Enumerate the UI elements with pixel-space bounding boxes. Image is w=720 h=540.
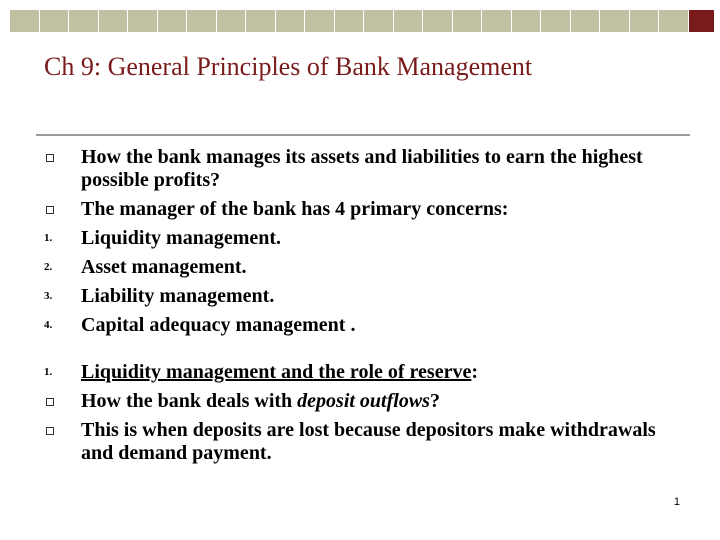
bullet-item: [44, 390, 684, 413]
header-bar-segment: [217, 10, 247, 32]
bullet-item: [44, 146, 684, 192]
bullet-suffix: ?: [429, 390, 440, 412]
header-bar-segment: [482, 10, 512, 32]
square-bullet-icon: [46, 427, 54, 435]
page-number: 1: [673, 496, 680, 508]
header-bar-segment: [99, 10, 129, 32]
item-number: 1.: [44, 232, 53, 244]
header-bar-segment: [305, 10, 335, 32]
header-bar-segment: [512, 10, 542, 32]
header-bar-segment: [128, 10, 158, 32]
header-bar-segment: [10, 10, 40, 32]
header-bar-segment: [40, 10, 70, 32]
header-bar-segment: [394, 10, 424, 32]
header-bar-segment: [276, 10, 306, 32]
bullet-text: How the bank manages its assets and liabilities to earn the highest possible profits?: [81, 146, 643, 191]
numbered-item: [44, 256, 684, 279]
item-number: 4.: [44, 319, 53, 331]
header-bar-segment: [158, 10, 188, 32]
header-bar-segment: [571, 10, 601, 32]
header-bar-segment: [423, 10, 453, 32]
slide-title: Ch 9: General Principles of Bank Management: [44, 52, 533, 81]
numbered-item: [44, 314, 684, 337]
header-bar-accent: [689, 10, 715, 32]
bullet-text: The manager of the bank has 4 primary concerns:: [81, 198, 509, 220]
square-bullet-icon: [46, 398, 54, 406]
bullet-text: Asset management.: [81, 256, 247, 278]
item-number: 1.: [44, 366, 53, 378]
bullet-text: Liquidity management.: [81, 227, 282, 249]
header-bar-segment: [630, 10, 660, 32]
slide-body: [44, 146, 684, 471]
bullet-text: This is when deposits are lost because depositors make withdrawals and demand payment.: [81, 419, 656, 464]
numbered-item: [44, 285, 684, 308]
bullet-text: Liquidity management and the role of reserve: [81, 361, 472, 383]
header-bar-segment: [187, 10, 217, 32]
numbered-item: [44, 361, 684, 384]
square-bullet-icon: [46, 206, 54, 214]
bullet-text: Liability management.: [81, 285, 275, 307]
header-bar-segment: [659, 10, 689, 32]
item-number: 3.: [44, 290, 53, 302]
header-bar-segment: [246, 10, 276, 32]
header-bar-segment: [541, 10, 571, 32]
item-number: 2.: [44, 261, 53, 273]
title-divider: [36, 134, 690, 136]
numbered-item: [44, 227, 684, 250]
bullet-item: [44, 198, 684, 221]
square-bullet-icon: [46, 154, 54, 162]
bullet-emphasis: deposit outflows: [297, 390, 430, 412]
bullet-suffix: :: [471, 361, 479, 383]
header-decoration-bar: [10, 10, 715, 32]
bullet-text: Capital adequacy management .: [81, 314, 356, 336]
header-bar-segment: [69, 10, 99, 32]
header-bar-segment: [453, 10, 483, 32]
bullet-item: [44, 419, 684, 465]
header-bar-segment: [335, 10, 365, 32]
bullet-text: How the bank deals with: [81, 390, 298, 412]
header-bar-segment: [600, 10, 630, 32]
header-bar-segment: [364, 10, 394, 32]
